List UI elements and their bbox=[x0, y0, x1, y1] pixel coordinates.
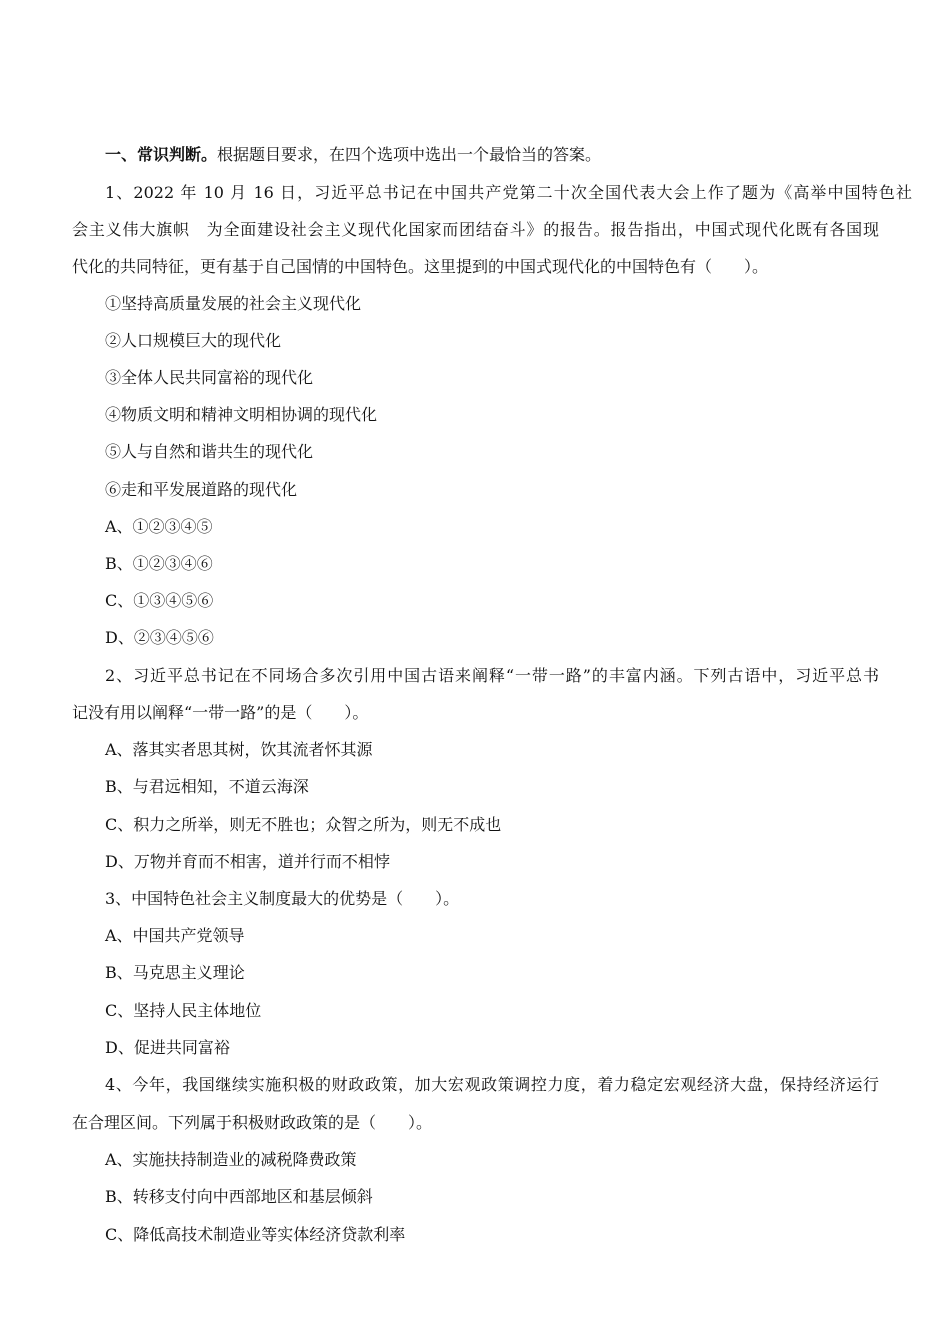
q1-item-4: ④物质文明和精神文明相协调的现代化 bbox=[105, 405, 378, 424]
q3-stem: 3、中国特色社会主义制度最大的优势是（ ）。 bbox=[105, 889, 460, 908]
q4-stem-line-2: 在合理区间。下列属于积极财政政策的是（ ）。 bbox=[72, 1113, 433, 1132]
q1-item-3: ③全体人民共同富裕的现代化 bbox=[105, 368, 314, 387]
q4-option-b: B、转移支付向中西部地区和基层倾斜 bbox=[105, 1187, 373, 1206]
q1-option-b: B、①②③④⑥ bbox=[105, 554, 213, 573]
q1-item-6: ⑥走和平发展道路的现代化 bbox=[105, 480, 298, 499]
q4-option-c: C、降低高技术制造业等实体经济贷款利率 bbox=[105, 1225, 406, 1244]
q1-option-c: C、①③④⑤⑥ bbox=[105, 591, 214, 610]
q4-stem-line-1: 4、今年，我国继续实施积极的财政政策，加大宏观政策调控力度，着力稳定宏观经济大盘，保持经济运行 bbox=[105, 1075, 879, 1094]
q1-stem-line-3: 代化的共同特征，更有基于自己国情的中国特色。这里提到的中国式现代化的中国特色有（ ）。 bbox=[72, 257, 769, 276]
q1-stem-line-1: 1、2022 年 10 月 16 日，习近平总书记在中国共产党第二十次全国代表大会上作了题为《高举中国特色社 bbox=[105, 183, 912, 202]
q1-stem-line-2: 会主义伟大旗帜 为全面建设社会主义现代化国家而团结奋斗》的报告。报告指出，中国式现代化既有各国现 bbox=[72, 220, 879, 239]
q1-option-d: D、②③④⑤⑥ bbox=[105, 628, 214, 647]
q2-option-b: B、与君远相知，不道云海深 bbox=[105, 777, 309, 796]
q3-option-d: D、促进共同富裕 bbox=[105, 1038, 230, 1057]
q2-option-a: A、落其实者思其树，饮其流者怀其源 bbox=[105, 740, 373, 759]
q3-option-a: A、中国共产党领导 bbox=[105, 926, 245, 945]
q1-option-a: A、①②③④⑤ bbox=[105, 517, 213, 536]
q1-item-5: ⑤人与自然和谐共生的现代化 bbox=[105, 442, 314, 461]
q2-option-d: D、万物并育而不相害，道并行而不相悖 bbox=[105, 852, 390, 871]
q4-option-a: A、实施扶持制造业的减税降费政策 bbox=[105, 1150, 357, 1169]
section-instruction: 根据题目要求，在四个选项中选出一个最恰当的答案。 bbox=[217, 145, 602, 164]
q2-stem-line-2: 记没有用以阐释“一带一路”的是（ ）。 bbox=[72, 703, 369, 722]
q2-stem-line-1: 2、习近平总书记在不同场合多次引用中国古语来阐释“一带一路”的丰富内涵。下列古语中，习近平总书 bbox=[105, 666, 879, 685]
q3-option-b: B、马克思主义理论 bbox=[105, 963, 245, 982]
q2-option-c: C、积力之所举，则无不胜也；众智之所为，则无不成也 bbox=[105, 815, 502, 834]
q1-item-1: ①坚持高质量发展的社会主义现代化 bbox=[105, 294, 362, 313]
section-heading: 一、常识判断。 bbox=[105, 145, 218, 164]
section-header bbox=[105, 145, 601, 165]
q1-item-2: ②人口规模巨大的现代化 bbox=[105, 331, 282, 350]
q3-option-c: C、坚持人民主体地位 bbox=[105, 1001, 262, 1020]
